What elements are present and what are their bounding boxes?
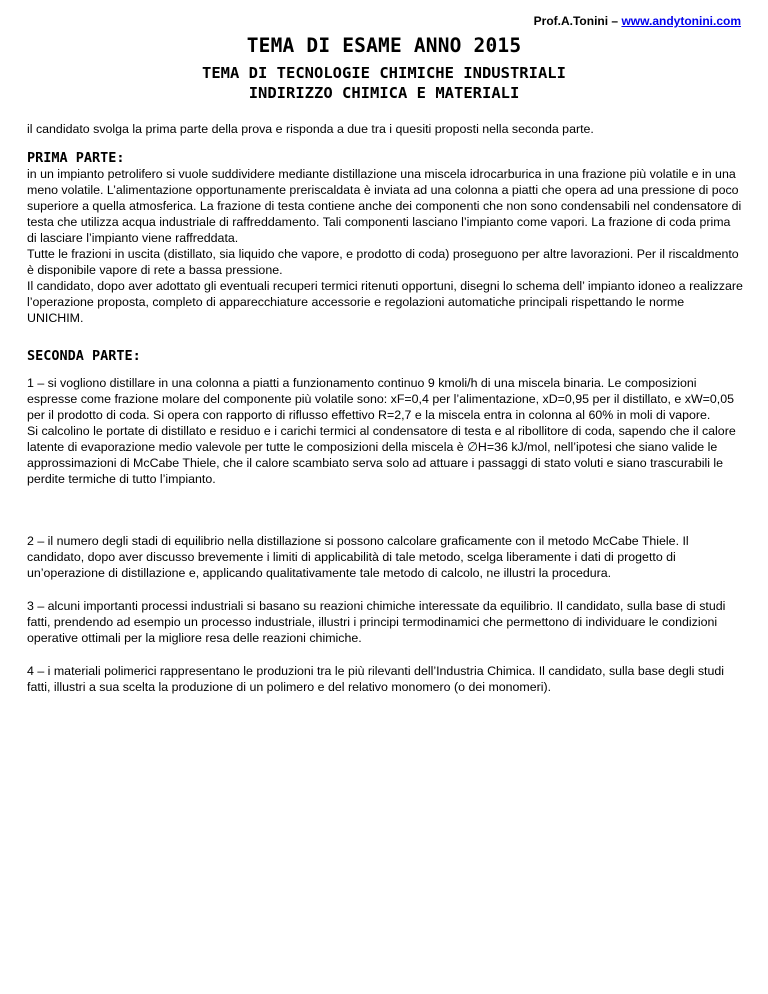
question-1 xyxy=(27,375,743,487)
seconda-parte-heading: SECONDA PARTE: xyxy=(27,348,141,364)
question-4-text: 4 – i materiali polimerici rappresentano le produzioni tra le più rilevanti dell’Industria Chimica. Il candidato, sulla base degli studi fatti, illustri a sua scelta la produzione di un polimero e del relativo monomero (o dei monomeri). xyxy=(27,664,724,694)
intro-paragraph: il candidato svolga la prima parte della prova e risponda a due tra i quesiti proposti nella seconda parte. xyxy=(27,122,594,136)
question-3-text: 3 – alcuni importanti processi industriali si basano su reazioni chimiche interessate da equilibrio. Il candidato, sulla base di studi fatti, prendendo ad esempio un processo industriale, illustri i principi termodinamici che permettono di individuare le condizioni operative ottimali per la migliore resa delle reazioni chimiche. xyxy=(27,599,726,645)
author-header xyxy=(534,14,741,28)
question-1-part-b: Si calcolino le portate di distillato e residuo e i carichi termici al condensatore di testa e al ribollitore di coda, sapendo che il calore latente di evaporazione medio valevole per tutte le composizioni della miscela è ∅H=36 kJ/mol, nell’ipotesi che siano valide le approssimazioni di McCabe Thiele, che il calore scambiato serva solo ad attuare i passaggi di stato voluti e siano trascurabili le perdite termiche di tutto l’impianto. xyxy=(27,424,736,486)
prima-parte-body xyxy=(27,166,743,326)
author-website-link[interactable]: www.andytonini.com xyxy=(621,14,741,28)
prima-parte-paragraph-1: in un impianto petrolifero si vuole suddividere mediante distillazione una miscela idrocarburica in una frazione più volatile e in una meno volatile. L’alimentazione opportunamente preriscaldata è inviata ad una colonna a piatti che opera ad una pressione di poco superiore a quella atmosferica. La frazione di testa contiene anche dei componenti che non sono condensabili nel condensatore di testa che utilizza acqua industriale di raffreddamento. Tali componenti lasciano l’impianto come vapori. La frazione di coda prima di lasciare l’impianto viene raffreddata. xyxy=(27,167,742,245)
author-name: Prof.A.Tonini – xyxy=(533,14,622,28)
document-title: TEMA DI ESAME ANNO 2015 xyxy=(246,34,522,57)
subtitle-line-2: INDIRIZZO CHIMICA E MATERIALI xyxy=(248,84,520,102)
question-3 xyxy=(27,598,743,646)
prima-parte-heading: PRIMA PARTE: xyxy=(27,150,125,166)
subtitle-line-1: TEMA DI TECNOLOGIE CHIMICHE INDUSTRIALI xyxy=(202,64,566,82)
prima-parte-paragraph-2: Tutte le frazioni in uscita (distillato, sia liquido che vapore, e prodotto di coda) proseguono per altre lavorazioni. Per il riscaldmento è disponibile vapore di rete a bassa pressione. xyxy=(27,247,739,277)
question-2-text: 2 – il numero degli stadi di equilibrio nella distillazione si possono calcolare graficamente con il metodo McCabe Thiele. Il candidato, dopo aver discusso brevemente i limiti di applicabilità di tale metodo, scelga liberamente i dati di progetto di un’operazione di distillazione e, applicando qualitativamente tale metodo di calcolo, ne illustri la procedura. xyxy=(27,534,689,580)
document-subtitle xyxy=(0,63,768,103)
question-2 xyxy=(27,533,743,581)
question-4 xyxy=(27,663,743,695)
question-1-part-a: 1 – si vogliono distillare in una colonna a piatti a funzionamento continuo 9 kmoli/h di una miscela binaria. Le composizioni espresse come frazione molare del componente più volatile sono: xF=0,4 per l’alimentazione, xD=0,95 per il distillato, e xW=0,05 per il prodotto di coda. Si opera con rapporto di riflusso effettivo R=2,7 e la miscela entra in colonna al 60% in moli di vapore. xyxy=(27,376,734,422)
prima-parte-paragraph-3: Il candidato, dopo aver adottato gli eventuali recuperi termici ritenuti opportuni, disegni lo schema dell’ impianto idoneo a realizzare l’operazione proposta, completo di apparecchiature accessorie e regolazioni automatiche principali rispettando le norme UNICHIM. xyxy=(27,279,743,325)
